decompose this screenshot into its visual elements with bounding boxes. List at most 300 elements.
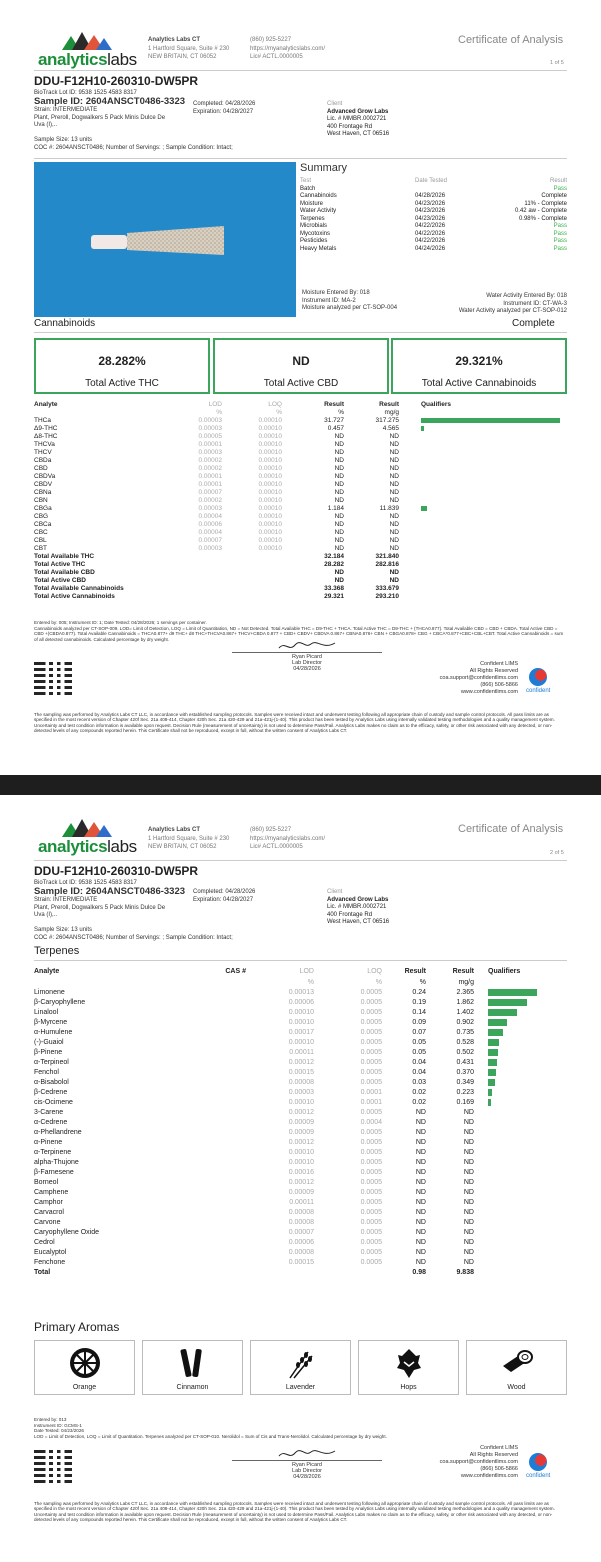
col-test: Test	[300, 178, 312, 184]
result-pct: 0.457	[327, 425, 344, 432]
lod: 0.00003	[198, 425, 222, 432]
total-row	[34, 561, 567, 569]
client-block	[327, 889, 389, 927]
aroma-hops	[358, 1340, 459, 1395]
result-mgg: ND	[389, 473, 399, 480]
qualifier-cell	[474, 1148, 567, 1158]
result-mgg: 1.402	[456, 1009, 474, 1016]
lod: 0.00007	[198, 537, 222, 544]
client-label: Client	[327, 889, 343, 895]
qualifier-cell	[399, 417, 567, 425]
result-pct: ND	[334, 441, 344, 448]
table-row	[34, 481, 567, 489]
lims-rights: All Rights Reserved	[469, 668, 518, 674]
analyte: β-Cedrene	[34, 1089, 68, 1096]
summary-date: 04/23/2026	[415, 200, 446, 207]
loq: 0.0005	[360, 1049, 382, 1056]
total-mgg: 293.210	[375, 593, 399, 600]
result-pct: ND	[415, 1149, 426, 1156]
analyte: α-Cedrene	[34, 1119, 68, 1126]
lab-city: NEW BRITAIN, CT 06052	[148, 54, 217, 60]
loq: 0.00010	[258, 417, 282, 424]
result-mgg: ND	[389, 449, 399, 456]
analyte: β-Caryophyllene	[34, 999, 86, 1006]
summary-row	[300, 231, 567, 239]
lims-name: Confident LIMS	[480, 661, 518, 667]
aroma-orange	[34, 1340, 135, 1395]
lod: 0.00009	[288, 1119, 314, 1126]
col-lod: LOD	[208, 401, 222, 408]
table-row	[34, 1208, 567, 1218]
result-mgg: ND	[463, 1169, 474, 1176]
unit: %	[216, 409, 222, 416]
table-row	[34, 1058, 567, 1068]
result-mgg: 0.902	[456, 1019, 474, 1026]
signer-name: Ryan Picard	[292, 1462, 322, 1468]
lod: 0.00004	[198, 513, 222, 520]
qualifier-cell	[474, 1138, 567, 1148]
result-pct: ND	[334, 489, 344, 496]
cas	[194, 1228, 246, 1238]
lod: 0.00012	[288, 1059, 314, 1066]
unit: %	[276, 409, 282, 416]
lod: 0.00001	[198, 473, 222, 480]
result-bar	[421, 418, 560, 423]
lab-address	[148, 826, 229, 852]
logo-text-main: analytics	[38, 50, 108, 69]
cannabinoids-title: Cannabinoids	[34, 318, 96, 329]
analyte: CBN	[34, 497, 48, 504]
total-pct: 29.321	[324, 593, 344, 600]
col-qualifiers: Qualifiers	[488, 968, 521, 975]
aroma-label: Cinnamon	[176, 1384, 209, 1391]
lod: 0.00010	[288, 1019, 314, 1026]
sample-code: DDU-F12H10-260310-DW5PR	[34, 864, 199, 878]
analyte: CBCa	[34, 521, 52, 528]
summary-test: Pesticides	[300, 238, 328, 244]
divider	[34, 332, 567, 333]
qualifier-cell	[474, 1108, 567, 1118]
result-mgg: ND	[463, 1139, 474, 1146]
loq: 0.0005	[360, 1079, 382, 1086]
cas	[194, 1108, 246, 1118]
result-mgg: ND	[389, 465, 399, 472]
sample-id: Sample ID: 2604ANSCT0486-3323	[34, 95, 186, 107]
expiration-date: Expiration: 04/28/2027	[193, 108, 254, 115]
result-bar	[421, 506, 427, 511]
result-mgg: ND	[463, 1189, 474, 1196]
box-total-cbd	[213, 338, 389, 394]
cas	[194, 1048, 246, 1058]
loq: 0.0005	[360, 1149, 382, 1156]
loq: 0.0005	[360, 1009, 382, 1016]
lod: 0.00015	[288, 1259, 314, 1266]
cas	[194, 1178, 246, 1188]
result-mgg: 317.275	[375, 417, 399, 424]
lab-license: Lic# ACTL.0000005	[250, 844, 303, 850]
lod: 0.00002	[198, 457, 222, 464]
loq: 0.0005	[360, 1029, 382, 1036]
analyte: Linalool	[34, 1009, 59, 1016]
lod: 0.00003	[288, 1089, 314, 1096]
analyte: Camphor	[34, 1199, 63, 1206]
loq: 0.0005	[360, 1039, 382, 1046]
total-label: Total Active CBD	[34, 577, 87, 584]
result-pct: 31.727	[324, 417, 344, 424]
terpene-table	[34, 967, 567, 1278]
cas	[194, 1238, 246, 1248]
page-separator	[0, 775, 601, 795]
box-value: 29.321%	[455, 354, 503, 368]
logo-text-main: analytics	[38, 837, 108, 856]
terpenes-title: Terpenes	[34, 945, 80, 957]
total-pct: 33.368	[324, 585, 344, 592]
lab-street: 1 Hartford Square, Suite # 230	[148, 835, 230, 842]
qualifier-cell	[399, 449, 567, 457]
result-pct: ND	[334, 473, 344, 480]
total-mgg: 9.838	[456, 1269, 474, 1276]
result-pct: ND	[334, 545, 344, 552]
lims-email[interactable]: coa.support@confidentlims.com	[439, 675, 518, 681]
result-mgg: ND	[463, 1129, 474, 1136]
lab-street: 1 Hartford Square, Suite # 230	[148, 45, 230, 52]
analyte: Carvone	[34, 1219, 61, 1226]
qualifier-cell	[474, 1208, 567, 1218]
total-row	[34, 1268, 567, 1278]
signature-block	[232, 1460, 382, 1480]
note-method: Cannabinoids analyzed per CT-SOP-009. LOD= Limit of Detection, LOQ = Limit of Quantitation, ND = Not Detected. Total Available THC = D9-THC + THCA. Total Active THC = D9-THC + (THCA0.877). Total Available CBD = CBD + CBDA. Total Active CBD = CBD +(CBDA0.877). Total Available Cannabinoids = THCA0.877+ d9 THC+ d8 THC+THCVA0.867+ THCV+CBDA 0.877 + CBD+ CBDV+ CBDVA 0.867+ CBNA0.876+ CBN + CBGA0.878+ CBG + CBCA*0.877+CBC+CBL+CBT. Total Active Cannabinoids = sum of all detected cannabinoids. Calculated percentage by dry weight.	[34, 625, 564, 643]
lod: 0.00010	[288, 1099, 314, 1106]
analyte: α-Humulene	[34, 1029, 73, 1036]
table-row	[34, 1008, 567, 1018]
analyte: β-Pinene	[34, 1049, 63, 1056]
result-mgg: ND	[389, 521, 399, 528]
qualifier-cell	[474, 1008, 567, 1018]
table-row	[34, 1218, 567, 1228]
result-pct: 0.24	[412, 989, 426, 996]
divider	[34, 960, 567, 961]
loq: 0.0005	[360, 1109, 382, 1116]
qualifier-cell	[474, 1238, 567, 1248]
cannabinoid-table	[34, 401, 567, 601]
client-address: 400 Frontage Rd	[327, 911, 373, 918]
sample-desc-2: Uva (I),..	[34, 122, 58, 128]
confident-logo-icon	[529, 1453, 547, 1471]
lab-website-link[interactable]: https://myanalyticslabs.com/	[250, 835, 326, 842]
cas	[194, 1078, 246, 1088]
qualifier-cell	[474, 1128, 567, 1138]
cas	[194, 1258, 246, 1268]
qualifier-cell	[474, 1248, 567, 1258]
aroma-lavender	[250, 1340, 351, 1395]
analyte: THCV	[34, 449, 52, 456]
lod: 0.00011	[289, 1049, 314, 1056]
result-pct: 1.184	[327, 505, 344, 512]
cas	[194, 1028, 246, 1038]
box-total-cannabinoids	[391, 338, 567, 394]
col-analyte: Analyte	[34, 401, 58, 408]
result-bar	[488, 1039, 499, 1046]
lod: 0.00013	[288, 989, 314, 996]
loq: 0.00010	[258, 425, 282, 432]
analyte: β-Myrcene	[34, 1019, 68, 1026]
table-row	[34, 1108, 567, 1118]
table-row	[34, 1128, 567, 1138]
summary-date: 04/22/2026	[415, 223, 446, 229]
total-label: Total Available THC	[34, 553, 95, 560]
summary-date: 04/28/2026	[415, 193, 446, 199]
qualifier-cell	[399, 465, 567, 473]
unit: mg/g	[458, 978, 474, 986]
loq: 0.0005	[360, 1179, 382, 1186]
analyte: CBL	[34, 537, 47, 544]
total-pct: ND	[334, 569, 344, 576]
table-header	[34, 401, 567, 409]
summary-date: 04/23/2026	[415, 215, 446, 222]
total-mgg: 282.816	[375, 561, 399, 568]
result-pct: 0.03	[412, 1079, 426, 1086]
analyte: cis-Ocimene	[34, 1099, 73, 1106]
lab-phone: (860) 925-5227	[250, 827, 292, 833]
total-label: Total Active Cannabinoids	[34, 593, 115, 600]
result-mgg: ND	[463, 1199, 474, 1206]
lims-email[interactable]: coa.support@confidentlims.com	[439, 1459, 518, 1465]
table-row	[34, 513, 567, 521]
lab-website-link[interactable]: https://myanalyticslabs.com/	[250, 45, 326, 52]
result-mgg: 1.862	[456, 999, 474, 1006]
cas	[194, 1068, 246, 1078]
result-pct: ND	[415, 1119, 426, 1126]
total-label: Total	[34, 1269, 51, 1276]
qualifier-cell	[399, 441, 567, 449]
analyte: Carvacrol	[34, 1209, 64, 1216]
analyte: α-Terpinene	[34, 1149, 72, 1156]
result-mgg: 0.223	[456, 1089, 474, 1096]
qualifier-cell	[399, 545, 567, 553]
cas	[194, 988, 246, 998]
analyte: THCVa	[34, 441, 55, 448]
lod: 0.00002	[198, 497, 222, 504]
box-value: 28.282%	[98, 354, 146, 368]
lod: 0.00006	[288, 1239, 314, 1246]
analyte: CBNa	[34, 489, 52, 496]
lims-info	[410, 661, 518, 696]
table-row	[34, 497, 567, 505]
result-mgg: 11.839	[379, 505, 399, 512]
qr-code[interactable]	[34, 660, 72, 698]
lod: 0.00016	[288, 1169, 314, 1176]
result-pct: ND	[415, 1169, 426, 1176]
loq: 0.0005	[360, 1129, 382, 1136]
qualifier-cell	[474, 1178, 567, 1188]
result-mgg: 0.735	[456, 1029, 474, 1036]
client-label: Client	[327, 101, 343, 107]
page-number: 2 of 5	[550, 850, 564, 856]
lod: 0.00008	[288, 1249, 314, 1256]
qualifier-cell	[474, 1158, 567, 1168]
table-row	[34, 441, 567, 449]
result-pct: ND	[334, 465, 344, 472]
summary-row	[300, 223, 567, 231]
loq: 0.00010	[258, 457, 282, 464]
lod: 0.00002	[198, 465, 222, 472]
loq: 0.0005	[360, 1259, 382, 1266]
result-pct: ND	[334, 529, 344, 536]
loq: 0.0005	[360, 1069, 382, 1076]
result-pct: ND	[415, 1239, 426, 1246]
cas	[194, 1168, 246, 1178]
table-row	[34, 449, 567, 457]
sign-date: 04/28/2026	[293, 666, 321, 672]
confident-logo-icon	[529, 668, 547, 686]
summary-result: 0.98% - Complete	[518, 215, 567, 222]
table-row	[34, 1178, 567, 1188]
cas	[194, 1218, 246, 1228]
result-mgg: 0.169	[456, 1099, 474, 1106]
table-row	[34, 529, 567, 537]
col-result: Result	[549, 178, 567, 184]
lavender-icon	[284, 1346, 318, 1380]
result-bar	[488, 1069, 496, 1076]
loq: 0.0005	[360, 1249, 382, 1256]
result-pct: ND	[415, 1179, 426, 1186]
col-date: Date Tested	[415, 178, 447, 184]
cas	[194, 1058, 246, 1068]
lims-rights: All Rights Reserved	[469, 1452, 518, 1458]
sample-desc: Plant, Preroll, Dogwalkers 5 Pack Minis Dulce De	[34, 114, 166, 121]
result-pct: ND	[334, 537, 344, 544]
confident-logo	[526, 1453, 550, 1479]
table-row	[34, 998, 567, 1008]
loq: 0.00010	[258, 433, 282, 440]
loq: 0.0005	[360, 1209, 382, 1216]
coc: COC #: 2604ANSCT0486; Number of Servings: ; Sample Condition: Intact;	[34, 934, 233, 941]
lab-address	[148, 36, 229, 62]
lod: 0.00003	[198, 505, 222, 512]
aroma-wood	[466, 1340, 567, 1395]
summary-date: 04/22/2026	[415, 230, 446, 237]
cas	[194, 1018, 246, 1028]
box-label: Total Active THC	[85, 378, 159, 389]
total-label: Total Active THC	[34, 561, 86, 568]
box-label: Total Active CBD	[263, 378, 339, 389]
strain: Strain: INTERMEDIATE	[34, 107, 98, 113]
result-mgg: ND	[389, 529, 399, 536]
result-mgg: ND	[389, 497, 399, 504]
result-pct: ND	[334, 513, 344, 520]
client-license: Lic. # MMBR.0002721	[327, 116, 387, 122]
result-pct: ND	[415, 1189, 426, 1196]
lab-phone: (860) 925-5227	[250, 37, 292, 43]
lims-phone: (866) 506-5866	[480, 682, 518, 688]
lod: 0.00008	[288, 1219, 314, 1226]
loq: 0.00010	[258, 545, 282, 552]
result-bar	[488, 1009, 517, 1016]
summary-row	[300, 246, 567, 254]
result-pct: 0.09	[412, 1019, 426, 1026]
unit: %	[419, 978, 426, 986]
table-row	[34, 1028, 567, 1038]
result-mgg: ND	[463, 1219, 474, 1226]
qualifier-cell	[474, 1118, 567, 1128]
summary-test: Mycotoxins	[300, 230, 331, 237]
result-bar	[488, 989, 537, 996]
units-row	[34, 409, 567, 417]
unit: %	[338, 409, 344, 416]
note-entered: Entered by: 005; Instrument ID: 1; Date Tested: 04/28/2026; 1 servings per container.	[34, 620, 207, 625]
analyte: Cedrol	[34, 1239, 55, 1246]
table-row	[34, 425, 567, 433]
lims-phone: (866) 506-5866	[480, 1466, 518, 1472]
wa-entered: Water Activity Entered By: 018	[486, 293, 567, 299]
lims-website[interactable]: www.confidentlims.com	[460, 1473, 518, 1479]
result-mgg: ND	[389, 441, 399, 448]
summary-result: Pass	[553, 185, 567, 192]
signer-role: Lab Director	[292, 660, 322, 666]
table-header	[34, 967, 567, 977]
result-pct: ND	[415, 1199, 426, 1206]
analyte: Δ9-THC	[34, 425, 58, 432]
result-mgg: ND	[463, 1149, 474, 1156]
divider	[34, 158, 567, 159]
table-row	[34, 1088, 567, 1098]
cas	[194, 1128, 246, 1138]
qr-code[interactable]	[34, 1448, 72, 1486]
preroll-image	[34, 162, 296, 317]
table-row	[34, 457, 567, 465]
table-row	[34, 1158, 567, 1168]
qualifier-cell	[474, 1038, 567, 1048]
lims-website[interactable]: www.confidentlims.com	[460, 689, 518, 695]
lod: 0.00006	[198, 521, 222, 528]
result-pct: ND	[334, 481, 344, 488]
total-row	[34, 569, 567, 577]
lod: 0.00007	[198, 489, 222, 496]
aroma-cinnamon	[142, 1340, 243, 1395]
loq: 0.00010	[258, 505, 282, 512]
result-pct: 0.19	[412, 999, 426, 1006]
total-pct: 32.184	[324, 553, 344, 560]
summary-date: 04/22/2026	[415, 238, 446, 244]
table-row	[34, 505, 567, 513]
lims-info	[410, 1445, 518, 1480]
confident-brand: confident	[526, 688, 551, 694]
table-row	[34, 545, 567, 553]
analyte: β-Farnesene	[34, 1169, 74, 1176]
table-row	[34, 1148, 567, 1158]
analyte: α-Pinene	[34, 1139, 63, 1146]
result-pct: ND	[415, 1229, 426, 1236]
table-row	[34, 1248, 567, 1258]
qualifier-cell	[399, 529, 567, 537]
lod: 0.00005	[198, 433, 222, 440]
lab-contact	[250, 826, 325, 852]
result-pct: ND	[415, 1139, 426, 1146]
product-photo	[34, 162, 296, 317]
cas	[194, 1008, 246, 1018]
summary-date: 04/24/2026	[415, 245, 446, 252]
summary-result: 0.42 aw - Complete	[514, 208, 567, 214]
logo-text-sub: labs	[107, 837, 137, 856]
cinnamon-icon	[176, 1346, 210, 1380]
cas	[194, 1198, 246, 1208]
result-pct: ND	[334, 521, 344, 528]
divider	[34, 860, 567, 861]
signer-role: Lab Director	[292, 1468, 322, 1474]
qualifier-cell	[399, 513, 567, 521]
summary-result: Pass	[553, 238, 567, 244]
result-mgg: ND	[389, 513, 399, 520]
